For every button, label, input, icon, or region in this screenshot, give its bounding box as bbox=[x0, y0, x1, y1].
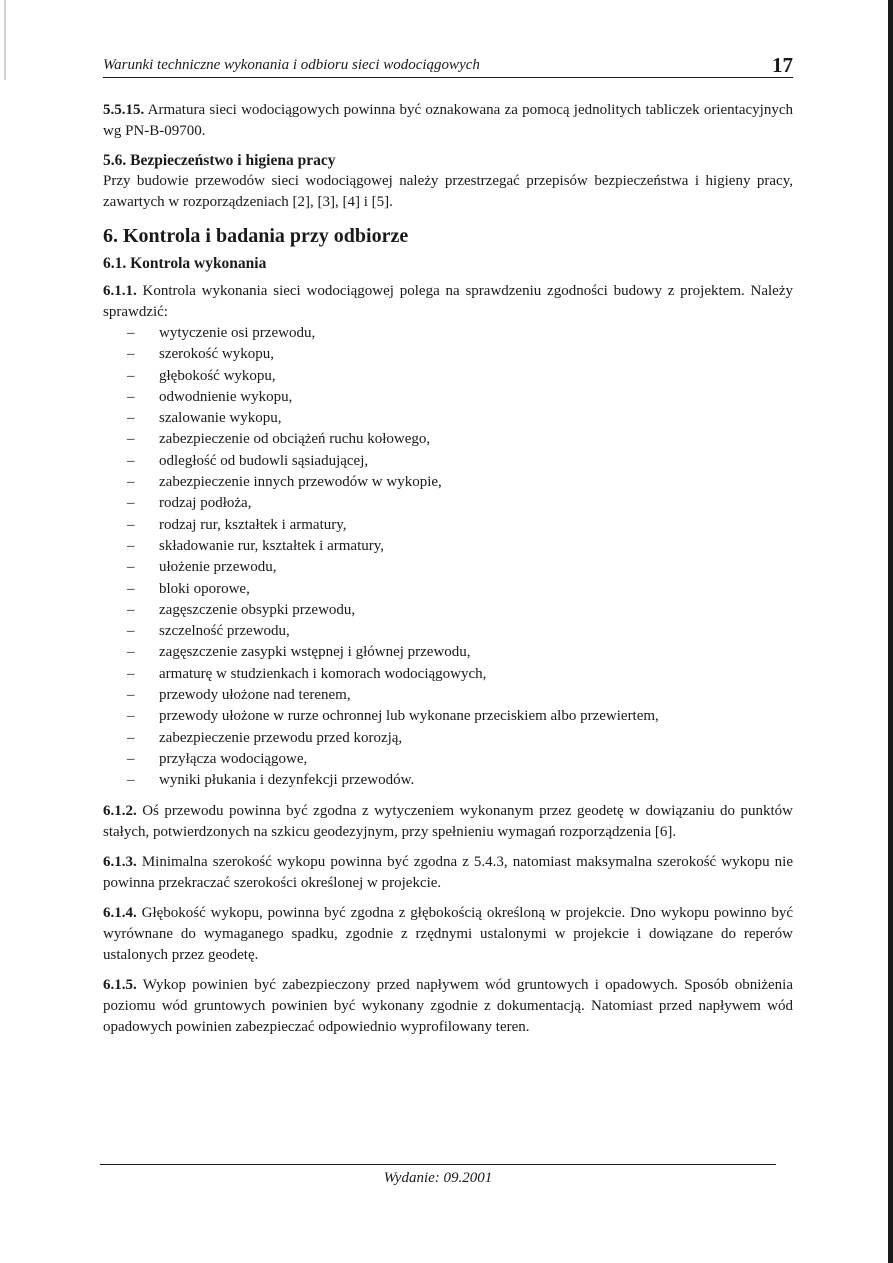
paragraph-6-1-4 bbox=[103, 903, 793, 966]
dash-bullet: – bbox=[127, 750, 135, 767]
checklist-item bbox=[127, 344, 793, 365]
dash-bullet: – bbox=[127, 452, 135, 469]
document-page bbox=[103, 52, 793, 1038]
checklist-item-text: odwodnienie wykopu, bbox=[159, 388, 293, 405]
checklist-item bbox=[127, 387, 793, 408]
checklist-item bbox=[127, 664, 793, 685]
paragraph-text: Wykop powinien być zabezpieczony przed napływem wód gruntowych i opadowych. Sposób obniżenia poziomu wód gruntowych powinien być wykonany zgodnie z dokumentacją. Natomiast przed napływem wód opadowych powinien zabezpieczać odpowiednio wyprofilowany teren. bbox=[103, 976, 793, 1035]
checklist-item bbox=[127, 429, 793, 450]
dash-bullet: – bbox=[127, 687, 135, 704]
edition-label: Wydanie: 09.2001 bbox=[383, 1170, 493, 1186]
dash-bullet: – bbox=[127, 474, 135, 491]
checklist-item bbox=[127, 408, 793, 429]
checklist-item bbox=[127, 579, 793, 600]
paragraph-number: 6.1.1. bbox=[103, 283, 137, 299]
dash-bullet: – bbox=[127, 665, 135, 682]
checklist-item bbox=[127, 323, 793, 344]
paragraph-6-1-2 bbox=[103, 801, 793, 843]
paragraph-6-1-1 bbox=[103, 281, 793, 323]
paragraph-5-5-15 bbox=[103, 100, 793, 142]
dash-bullet: – bbox=[127, 729, 135, 746]
checklist-item-text: ułożenie przewodu, bbox=[159, 559, 277, 576]
dash-bullet: – bbox=[127, 325, 135, 341]
paragraph-number: 6.1.3. bbox=[103, 853, 137, 870]
paragraph-6-1-5 bbox=[103, 975, 793, 1038]
checklist-item bbox=[127, 600, 793, 621]
paragraph-number: 6.1.5. bbox=[103, 976, 137, 993]
paragraph-text: Minimalna szerokość wykopu powinna być zgodna z 5.4.3, natomiast maksymalna szerokość wykopu nie powinna przekraczać szerokości określonej w projekcie. bbox=[103, 853, 793, 891]
dash-bullet: – bbox=[127, 708, 135, 725]
paragraph-text: Armatura sieci wodociągowych powinna być oznakowana za pomocą jednolitych tabliczek orientacyjnych wg PN-B-09700. bbox=[103, 102, 793, 139]
checklist-item bbox=[127, 451, 793, 472]
checklist-item bbox=[127, 493, 793, 514]
checklist-item-text: wyniki płukania i dezynfekcji przewodów. bbox=[159, 772, 415, 789]
checklist-item-text: rodzaj rur, kształtek i armatury, bbox=[159, 516, 347, 533]
checklist-item bbox=[127, 642, 793, 663]
paragraph-number: 6.1.2. bbox=[103, 802, 137, 819]
checklist-item bbox=[127, 621, 793, 642]
dash-bullet: – bbox=[127, 580, 135, 597]
paragraph-number: 6.1.4. bbox=[103, 904, 137, 921]
dash-bullet: – bbox=[127, 772, 135, 789]
dash-bullet: – bbox=[127, 644, 135, 661]
chapter-heading-6: 6. Kontrola i badania przy odbiorze bbox=[103, 225, 409, 247]
page-footer bbox=[100, 1164, 776, 1189]
paragraph-number: 5.5.15. bbox=[103, 102, 145, 118]
paragraph-text: Kontrola wykonania sieci wodociągowej polega na sprawdzeniu zgodności budowy z projektem. Należy sprawdzić: bbox=[103, 283, 794, 320]
checklist-item-text: zabezpieczenie innych przewodów w wykopie, bbox=[159, 474, 442, 491]
checklist-item-text: zabezpieczenie przewodu przed korozją, bbox=[159, 729, 403, 746]
checklist-item-text: przyłącza wodociągowe, bbox=[159, 750, 308, 767]
dash-bullet: – bbox=[127, 367, 135, 384]
checklist-item-text: zagęszczenie zasypki wstępnej i głównej przewodu, bbox=[159, 644, 471, 661]
checklist-item bbox=[127, 515, 793, 536]
checklist-item-text: szalowanie wykopu, bbox=[159, 410, 282, 427]
dash-bullet: – bbox=[127, 346, 135, 363]
checklist-item-text: szczelność przewodu, bbox=[159, 623, 290, 640]
checklist-item bbox=[127, 536, 793, 557]
checklist-item-text: armaturę w studzienkach i komorach wodociągowych, bbox=[159, 665, 487, 682]
checklist-item bbox=[127, 685, 793, 706]
inspection-checklist bbox=[103, 323, 793, 792]
checklist-item-text: składowanie rur, kształtek i armatury, bbox=[159, 537, 385, 554]
running-header bbox=[103, 52, 793, 78]
dash-bullet: – bbox=[127, 623, 135, 640]
dash-bullet: – bbox=[127, 559, 135, 576]
dash-bullet: – bbox=[127, 495, 135, 512]
dash-bullet: – bbox=[127, 431, 135, 448]
checklist-item-text: przewody ułożone nad terenem, bbox=[159, 687, 351, 704]
scan-edge-right bbox=[888, 0, 893, 1263]
section-heading-5-6: 5.6. Bezpieczeństwo i higiena pracy bbox=[103, 152, 336, 169]
checklist-item bbox=[127, 706, 793, 727]
checklist-item-text: zagęszczenie obsypki przewodu, bbox=[159, 601, 356, 618]
checklist-item bbox=[127, 472, 793, 493]
paragraph-text: Oś przewodu powinna być zgodna z wytyczeniem wykonanym przez geodetę w dowiązaniu do punktów stałych, potwierdzonych na szkicu geodezyjnym, przy spełnieniu wymagań rozporządzenia [6]. bbox=[103, 802, 794, 840]
paragraph-text: Głębokość wykopu, powinna być zgodna z głębokością określoną w projekcie. Dno wykopu powinno być wyrównane do wymaganego spadku, zgodnie z rzędnymi ustalonymi w projekcie i dowiązane do reperów ustalonych przez geodetę. bbox=[103, 904, 794, 963]
dash-bullet: – bbox=[127, 410, 135, 427]
header-title: Warunki techniczne wykonania i odbioru sieci wodociągowych bbox=[103, 57, 480, 73]
page-number: 17 bbox=[772, 53, 793, 77]
scan-edge-left bbox=[4, 0, 6, 80]
checklist-item bbox=[127, 728, 793, 749]
checklist-item bbox=[127, 749, 793, 770]
dash-bullet: – bbox=[127, 516, 135, 533]
checklist-item-text: zabezpieczenie od obciążeń ruchu kołowego, bbox=[159, 431, 431, 448]
dash-bullet: – bbox=[127, 601, 135, 618]
dash-bullet: – bbox=[127, 537, 135, 554]
checklist-item-text: szerokość wykopu, bbox=[159, 346, 274, 363]
checklist-item bbox=[127, 366, 793, 387]
checklist-item-text: głębokość wykopu, bbox=[159, 367, 276, 384]
checklist-item-text: rodzaj podłoża, bbox=[159, 495, 252, 512]
checklist-item-text: wytyczenie osi przewodu, bbox=[159, 325, 316, 341]
section-heading-6-1: 6.1. Kontrola wykonania bbox=[103, 255, 267, 272]
dash-bullet: – bbox=[127, 388, 135, 405]
checklist-item-text: odległość od budowli sąsiadującej, bbox=[159, 452, 369, 469]
paragraph-6-1-3 bbox=[103, 852, 793, 894]
checklist-item-text: bloki oporowe, bbox=[159, 580, 250, 597]
checklist-item-text: przewody ułożone w rurze ochronnej lub wykonane przeciskiem albo przewiertem, bbox=[159, 708, 659, 725]
paragraph-5-6: Przy budowie przewodów sieci wodociągowej należy przestrzegać przepisów bezpieczeństwa i higieny pracy, zawartych w rozporządzeniach [2], [3], [4] i [5]. bbox=[103, 173, 793, 210]
checklist-item bbox=[127, 557, 793, 578]
checklist-item bbox=[127, 770, 793, 791]
